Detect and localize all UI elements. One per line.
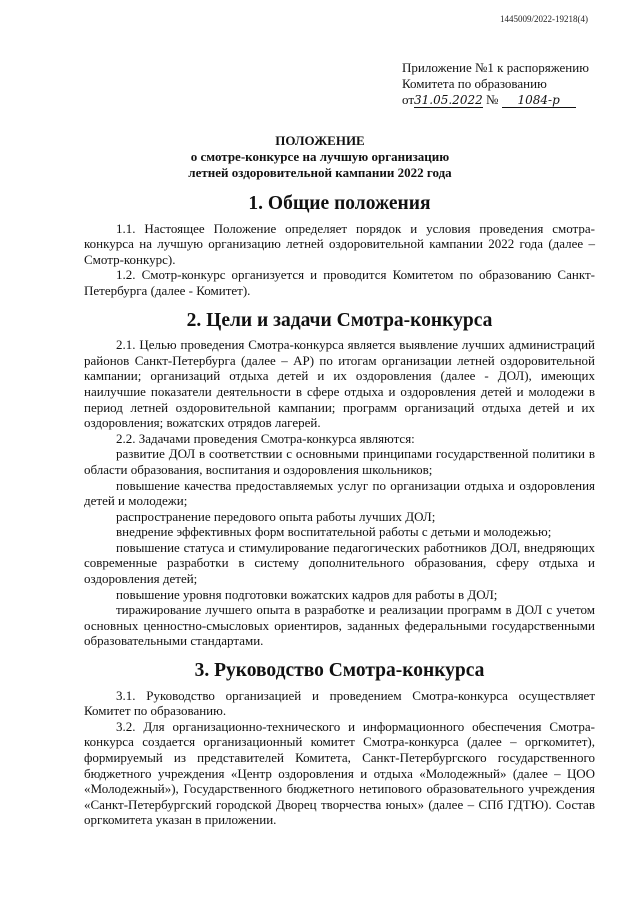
title-line-3: летней оздоровительной кампании 2022 года (188, 165, 452, 180)
handwritten-date: 31.05.2022 (414, 93, 483, 107)
number-label: № (485, 92, 499, 107)
handwritten-order-number: 1084-р (502, 94, 576, 108)
order-date-number-line (402, 92, 602, 108)
appendix-block (402, 60, 602, 108)
paragraph-2-2: 2.2. Задачами проведения Смотра-конкурса являются: (116, 430, 415, 446)
paragraph-3-2: 3.2. Для организационно-технического и информационного обеспечения Смотра-конкурса создается организационный комитет Смотра-конкурса (далее – оргкомитет), формируемый из представителей Комитета, Санкт-Петербургского государственного бюджетного учреждения «Центр оздоровления и отдыха «Молодежный» (далее – ЦОО «Молодежный»), Государственного бюджетного нетипового образовательного учреждения «Санкт-Петербургский городской Дворец творчества юных» (далее – СПб ГДТЮ). Состав оргкомитета указан в приложении. (84, 718, 595, 828)
document-title (0, 133, 640, 181)
task-item-7: тиражирование лучшего опыта в разработке и реализации программ в ДОЛ с учетом основных ценностно-смысловых ориентиров, заданных федеральными государственными образовательными стандартами. (84, 602, 595, 649)
appendix-line-2: Комитета по образованию (402, 76, 547, 91)
section-1-title: 1. Общие положения (248, 193, 431, 214)
section-3-title: 3. Руководство Смотра-конкурса (194, 660, 485, 682)
section-2-title: 2. Цели и задачи Смотра-конкурса (186, 309, 493, 331)
paragraph-1-1: 1.1. Настоящее Положение определяет порядок и условия проведения смотра-конкурса на лучшую организацию летней оздоровительной кампании 2022 года (далее – Смотр-конкурс). (84, 220, 595, 267)
title-line-1: ПОЛОЖЕНИЕ (275, 133, 365, 148)
document-body (84, 193, 595, 828)
task-item-4: внедрение эффективных форм воспитательной работы с детьми и молодежью; (116, 524, 552, 540)
task-item-6: повышение уровня подготовки вожатских кадров для работы в ДОЛ; (116, 586, 498, 602)
paragraph-1-2: 1.2. Смотр-конкурс организуется и проводится Комитетом по образованию Санкт-Петербурга (далее - Комитет). (84, 267, 595, 298)
task-item-3: распространение передового опыта работы лучших ДОЛ; (116, 508, 436, 524)
task-item-5: повышение статуса и стимулирование педагогических работников ДОЛ, внедряющих современные разработки в систему дополнительного образования, сферу отдыха и оздоровления детей; (84, 539, 595, 587)
task-item-1: развитие ДОЛ в соответствии с основными принципами государственной политики в области образования, воспитания и оздоровления школьников; (84, 446, 595, 477)
title-line-2: о смотре-конкурсе на лучшую организацию (190, 149, 450, 164)
appendix-line-1: Приложение №1 к распоряжению (402, 60, 589, 75)
paragraph-3-1: 3.1. Руководство организацией и проведением Смотра-конкурса осуществляет Комитет по образованию. (84, 687, 595, 719)
date-prefix: от (402, 92, 415, 107)
document-registration-number: 1445009/2022-19218(4) (500, 14, 588, 24)
paragraph-2-1: 2.1. Целью проведения Смотра-конкурса является выявление лучших администраций районов Санкт-Петербурга (далее – АР) по итогам организации летней оздоровительной кампании; организаций отдыха детей и их оздоровления (далее - ДОЛ), имеющих наилучшие показатели деятельности в сфере отдыха и оздоровления детей и молодежи в период летней оздоровительной кампании; программ организаций отдыха детей и их оздоровления; вожатских отрядов лагерей. (84, 337, 595, 431)
task-item-2: повышение качества предоставляемых услуг по организации отдыха и оздоровления детей и молодежи; (84, 477, 595, 509)
